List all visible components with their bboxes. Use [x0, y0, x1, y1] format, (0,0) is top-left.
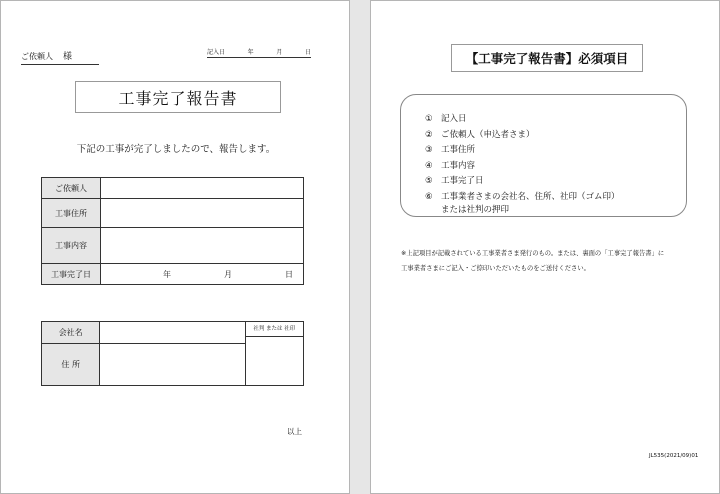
note-line-1: ※上記項目が記載されている工事業者さま発行のもの。または、裏面の「工事完了報告書」に [401, 250, 665, 257]
work-details-table [41, 177, 304, 285]
list-item: ⑤ 工事完了日 [425, 176, 484, 186]
address-label: 住 所 [42, 344, 100, 386]
entry-date-month: 月 [276, 49, 283, 56]
contractor-table [41, 321, 304, 386]
addressee-label: ご依頼人 [21, 52, 53, 61]
seal-label: 社判 または 社印 [246, 322, 303, 337]
entry-date-year: 年 [247, 49, 254, 56]
addressee-line [21, 49, 99, 65]
required-items-title: 【工事完了報告書】必須項目 [451, 44, 643, 72]
list-item: ⑥ 工事業者さまの会社名、住所、社印（ゴム印） [425, 191, 620, 202]
completion-month: 月 [224, 269, 232, 279]
entry-date-label: 記入日 [207, 49, 226, 56]
company-name-label: 会社名 [42, 322, 100, 344]
seal-box[interactable] [245, 322, 303, 386]
note-text [401, 246, 711, 276]
completion-date-field[interactable] [101, 264, 304, 285]
list-item: ② ご依頼人（申込者さま） [425, 129, 535, 140]
work-content-label: 工事内容 [42, 228, 101, 264]
required-items-list [400, 94, 687, 217]
list-item: ③ 工事住所 [425, 145, 476, 155]
report-form-page [0, 0, 350, 494]
entry-date-line [207, 47, 311, 58]
list-item: ④ 工事内容 [425, 160, 476, 171]
note-line-2: 工事業者さまにご記入・ご捺印いただいたものをご送付ください。 [401, 265, 590, 272]
completion-date-label: 工事完了日 [42, 264, 101, 285]
list-item-continued: または社判の押印 [441, 205, 510, 215]
addressee-suffix: 様 [63, 52, 73, 62]
entry-date-day: 日 [304, 49, 311, 56]
intro-text: 下記の工事が完了しましたので、報告します。 [76, 144, 276, 155]
document-code: JL535(2021/09)01 [649, 453, 699, 459]
address-field[interactable] [100, 344, 245, 386]
company-name-field[interactable] [100, 322, 245, 344]
client-label: ご依頼人 [42, 178, 101, 199]
work-address-field[interactable] [101, 199, 304, 228]
completion-day: 日 [285, 269, 293, 279]
client-field[interactable] [101, 178, 304, 199]
completion-year: 年 [163, 269, 171, 279]
work-content-field[interactable] [101, 228, 304, 264]
closing-text: 以上 [287, 427, 302, 436]
work-address-label: 工事住所 [42, 199, 101, 228]
report-title: 工事完了報告書 [75, 81, 281, 113]
required-items-page [370, 0, 720, 494]
list-item: ① 記入日 [425, 114, 467, 124]
